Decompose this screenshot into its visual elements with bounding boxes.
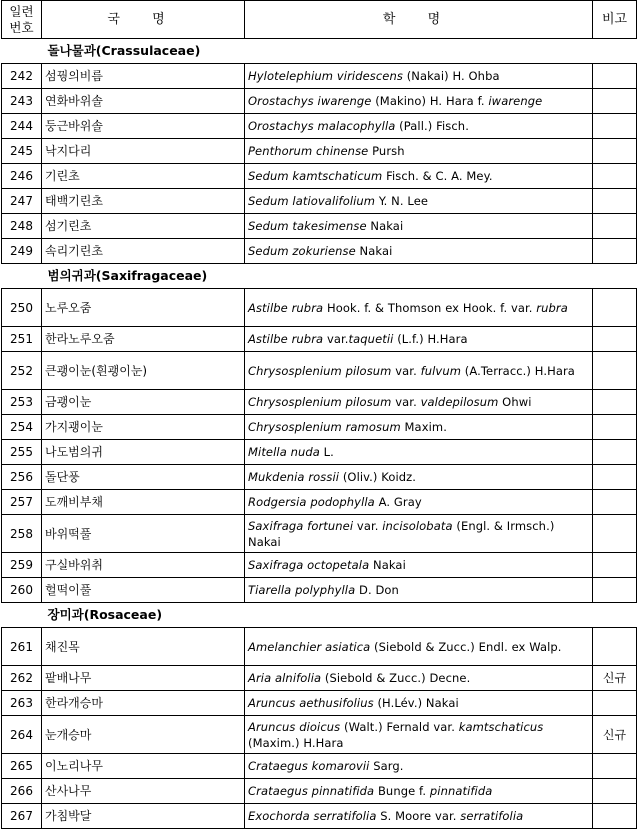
- korean-name: 태백기린초: [42, 189, 245, 214]
- taxon-italic: Sedum kamtschaticum: [248, 169, 383, 183]
- korean-name: 섬꿩의비름: [42, 64, 245, 89]
- serial-number: 248: [2, 214, 42, 239]
- note: [593, 164, 637, 189]
- table-row: [2, 390, 637, 415]
- author-text: Nakai: [366, 219, 404, 233]
- serial-number: 247: [2, 189, 42, 214]
- author-text: (Engl. & Irmsch.) Nakai: [248, 518, 555, 549]
- author-text: S. Moore var.: [376, 809, 461, 823]
- table-row: [2, 553, 637, 578]
- author-text: (Walt.) Fernald var.: [340, 719, 459, 734]
- note: [593, 578, 637, 603]
- note: 신규: [593, 716, 637, 754]
- author-text: var.: [353, 518, 383, 533]
- serial-number: 243: [2, 89, 42, 114]
- note: [593, 89, 637, 114]
- korean-name: 가지괭이눈: [42, 415, 245, 440]
- header-note: 비고: [593, 1, 637, 39]
- taxon-italic: Chrysosplenium pilosum: [248, 363, 392, 378]
- scientific-name: [245, 754, 593, 779]
- korean-name: 채진목: [42, 628, 245, 666]
- table-row: [2, 139, 637, 164]
- taxon-italic: kamtschaticus: [458, 719, 544, 734]
- scientific-name: [245, 214, 593, 239]
- scientific-name: [245, 189, 593, 214]
- serial-number: 256: [2, 465, 42, 490]
- table-row: [2, 804, 637, 829]
- scientific-name: [245, 352, 593, 390]
- serial-number: 244: [2, 114, 42, 139]
- taxon-italic: Crataegus komarovii: [248, 759, 370, 773]
- korean-name: 가침박달: [42, 804, 245, 829]
- serial-number: 259: [2, 553, 42, 578]
- family-name: 장미과(Rosaceae): [47, 607, 163, 622]
- serial-number: 264: [2, 716, 42, 754]
- author-text: (Makino) H. Hara f.: [371, 94, 489, 108]
- serial-number: 263: [2, 691, 42, 716]
- author-text: var.: [391, 395, 421, 409]
- table-row: [2, 164, 637, 189]
- taxon-italic: Exochorda serratifolia: [248, 809, 377, 823]
- note: [593, 754, 637, 779]
- korean-name: 큰괭이눈(흰괭이눈): [42, 352, 245, 390]
- author-text: Nakai: [369, 558, 406, 572]
- note: [593, 628, 637, 666]
- scientific-name: [245, 628, 593, 666]
- note: [593, 691, 637, 716]
- table-row: [2, 465, 637, 490]
- table-row: [2, 440, 637, 465]
- table-row: [2, 415, 637, 440]
- table-row: [2, 352, 637, 390]
- scientific-name: [245, 289, 593, 327]
- author-text: (A.Terracc.) H.Hara: [461, 363, 575, 378]
- note: [593, 440, 637, 465]
- table-row: [2, 691, 637, 716]
- scientific-name: [245, 515, 593, 553]
- taxon-italic: Aruncus dioicus: [248, 719, 341, 734]
- korean-name: 둥근바위솔: [42, 114, 245, 139]
- author-text: D. Don: [355, 583, 399, 597]
- author-text: (L.f.) H.Hara: [393, 332, 468, 346]
- korean-name: 낙지다리: [42, 139, 245, 164]
- serial-number: 265: [2, 754, 42, 779]
- family-row: [2, 603, 637, 628]
- scientific-name: [245, 164, 593, 189]
- taxon-italic: Rodgersia podophylla: [248, 495, 375, 509]
- author-text: Fisch. & C. A. Mey.: [382, 169, 493, 183]
- note: [593, 490, 637, 515]
- taxon-italic: incisolobata: [382, 518, 453, 533]
- taxon-italic: Astilbe rubra: [248, 332, 324, 346]
- scientific-name: [245, 415, 593, 440]
- taxon-italic: Saxifraga octopetala: [248, 558, 370, 572]
- taxon-italic: serratifolia: [460, 809, 524, 823]
- scientific-name: [245, 390, 593, 415]
- author-text: (Pall.) Fisch.: [395, 119, 469, 133]
- serial-number: 242: [2, 64, 42, 89]
- note: [593, 553, 637, 578]
- table-row: [2, 716, 637, 754]
- taxon-italic: Orostachys malacophylla: [248, 119, 396, 133]
- table-row: [2, 239, 637, 264]
- serial-number: 261: [2, 628, 42, 666]
- taxon-italic: rubra: [536, 300, 568, 315]
- taxon-italic: Orostachys iwarenge: [248, 94, 372, 108]
- note: [593, 515, 637, 553]
- note: [593, 415, 637, 440]
- korean-name: 구실바위취: [42, 553, 245, 578]
- scientific-name: [245, 465, 593, 490]
- taxon-italic: Aria alnifolia: [248, 671, 322, 685]
- scientific-name: [245, 239, 593, 264]
- header-no: 일련번호: [2, 1, 42, 39]
- korean-name: 노루오줌: [42, 289, 245, 327]
- note: [593, 239, 637, 264]
- korean-name: 팥배나무: [42, 666, 245, 691]
- family-row: [2, 39, 637, 64]
- korean-name: 눈개승마: [42, 716, 245, 754]
- note: [593, 804, 637, 829]
- taxon-italic: Chrysosplenium ramosum: [248, 420, 401, 434]
- serial-number: 258: [2, 515, 42, 553]
- korean-name: 도깨비부채: [42, 490, 245, 515]
- serial-number: 250: [2, 289, 42, 327]
- header-scientific-name: 학 명: [245, 1, 593, 39]
- korean-name: 나도범의귀: [42, 440, 245, 465]
- author-text: (H.Lév.) Nakai: [373, 696, 459, 710]
- table-row: [2, 515, 637, 553]
- taxon-italic: Chrysosplenium pilosum: [248, 395, 392, 409]
- scientific-name: [245, 716, 593, 754]
- serial-number: 260: [2, 578, 42, 603]
- taxon-italic: fulvum: [420, 363, 462, 378]
- taxon-italic: Penthorum chinense: [248, 144, 369, 158]
- scientific-name: [245, 553, 593, 578]
- table-row: [2, 779, 637, 804]
- scientific-name: [245, 578, 593, 603]
- korean-name: 바위떡풀: [42, 515, 245, 553]
- table-row: [2, 189, 637, 214]
- table-row: [2, 214, 637, 239]
- scientific-name: [245, 691, 593, 716]
- scientific-name: [245, 327, 593, 352]
- korean-name: 돌단풍: [42, 465, 245, 490]
- serial-number: 266: [2, 779, 42, 804]
- korean-name: 이노리나무: [42, 754, 245, 779]
- note: [593, 189, 637, 214]
- serial-number: 262: [2, 666, 42, 691]
- author-text: Y. N. Lee: [375, 194, 429, 208]
- korean-name: 기린초: [42, 164, 245, 189]
- korean-name: 섬기린초: [42, 214, 245, 239]
- scientific-name: [245, 804, 593, 829]
- author-text: L.: [319, 445, 334, 459]
- table-row: [2, 289, 637, 327]
- scientific-name: [245, 666, 593, 691]
- author-text: Sarg.: [369, 759, 404, 773]
- taxon-italic: Mukdenia rossii: [248, 470, 340, 484]
- scientific-name: [245, 440, 593, 465]
- family-name: 돌나물과(Crassulaceae): [47, 43, 201, 58]
- scientific-name: [245, 89, 593, 114]
- serial-number: 254: [2, 415, 42, 440]
- taxon-italic: Sedum latiovalifolium: [248, 194, 376, 208]
- table-row: [2, 114, 637, 139]
- korean-name: 한라개승마: [42, 691, 245, 716]
- species-table: [1, 0, 637, 829]
- scientific-name: [245, 490, 593, 515]
- serial-number: 253: [2, 390, 42, 415]
- taxon-italic: Amelanchier asiatica: [248, 639, 371, 654]
- scientific-name: [245, 114, 593, 139]
- table-row: [2, 89, 637, 114]
- note: [593, 64, 637, 89]
- author-text: Ohwi: [498, 395, 532, 409]
- author-text: Pursh: [368, 144, 405, 158]
- author-text: Hook. f. & Thomson ex Hook. f. var.: [323, 300, 537, 315]
- note: [593, 779, 637, 804]
- note: [593, 114, 637, 139]
- author-text: A. Gray: [374, 495, 422, 509]
- note: [593, 390, 637, 415]
- table-row: [2, 490, 637, 515]
- taxon-italic: pinnatifida: [429, 784, 493, 798]
- author-text: var.: [323, 332, 349, 346]
- table-header: [2, 1, 637, 39]
- note: [593, 289, 637, 327]
- korean-name: 헐떡이풀: [42, 578, 245, 603]
- author-text: (Oliv.) Koidz.: [339, 470, 417, 484]
- korean-name: 연화바위솔: [42, 89, 245, 114]
- taxon-italic: Crataegus pinnatifida: [248, 784, 375, 798]
- scientific-name: [245, 779, 593, 804]
- author-text: Nakai: [355, 244, 393, 258]
- header-korean-name: 국 명: [42, 1, 245, 39]
- taxon-italic: taquetii: [348, 332, 394, 346]
- note: [593, 214, 637, 239]
- note: [593, 139, 637, 164]
- table-row: [2, 628, 637, 666]
- taxon-italic: Aruncus aethusifolius: [248, 696, 374, 710]
- serial-number: 255: [2, 440, 42, 465]
- korean-name: 금괭이눈: [42, 390, 245, 415]
- note: [593, 465, 637, 490]
- author-text: (Maxim.) H.Hara: [248, 735, 344, 750]
- scientific-name: [245, 139, 593, 164]
- author-text: var.: [391, 363, 421, 378]
- serial-number: 257: [2, 490, 42, 515]
- note: 신규: [593, 666, 637, 691]
- korean-name: 산사나무: [42, 779, 245, 804]
- family-row: [2, 264, 637, 289]
- korean-name: 속리기린초: [42, 239, 245, 264]
- scientific-name: [245, 64, 593, 89]
- serial-number: 251: [2, 327, 42, 352]
- serial-number: 245: [2, 139, 42, 164]
- family-name: 범의귀과(Saxifragaceae): [47, 268, 208, 283]
- taxon-italic: Mitella nuda: [248, 445, 320, 459]
- korean-name: 한라노루오줌: [42, 327, 245, 352]
- table-row: [2, 754, 637, 779]
- table-row: [2, 666, 637, 691]
- taxon-italic: Hylotelephium viridescens: [248, 69, 403, 83]
- taxon-italic: Tiarella polyphylla: [248, 583, 356, 597]
- serial-number: 246: [2, 164, 42, 189]
- taxon-italic: Sedum zokuriense: [248, 244, 356, 258]
- taxon-italic: Saxifraga fortunei: [248, 518, 354, 533]
- note: [593, 352, 637, 390]
- table-row: [2, 578, 637, 603]
- author-text: (Siebold & Zucc.) Decne.: [321, 671, 471, 685]
- table-row: [2, 64, 637, 89]
- taxon-italic: Sedum takesimense: [248, 219, 367, 233]
- serial-number: 252: [2, 352, 42, 390]
- serial-number: 249: [2, 239, 42, 264]
- author-text: (Siebold & Zucc.) Endl. ex Walp.: [370, 639, 562, 654]
- serial-number: 267: [2, 804, 42, 829]
- taxon-italic: valdepilosum: [420, 395, 499, 409]
- taxon-italic: Astilbe rubra: [248, 300, 324, 315]
- note: [593, 327, 637, 352]
- author-text: (Nakai) H. Ohba: [402, 69, 500, 83]
- author-text: Bunge f.: [374, 784, 430, 798]
- author-text: Maxim.: [400, 420, 447, 434]
- taxon-italic: iwarenge: [488, 94, 543, 108]
- table-row: [2, 327, 637, 352]
